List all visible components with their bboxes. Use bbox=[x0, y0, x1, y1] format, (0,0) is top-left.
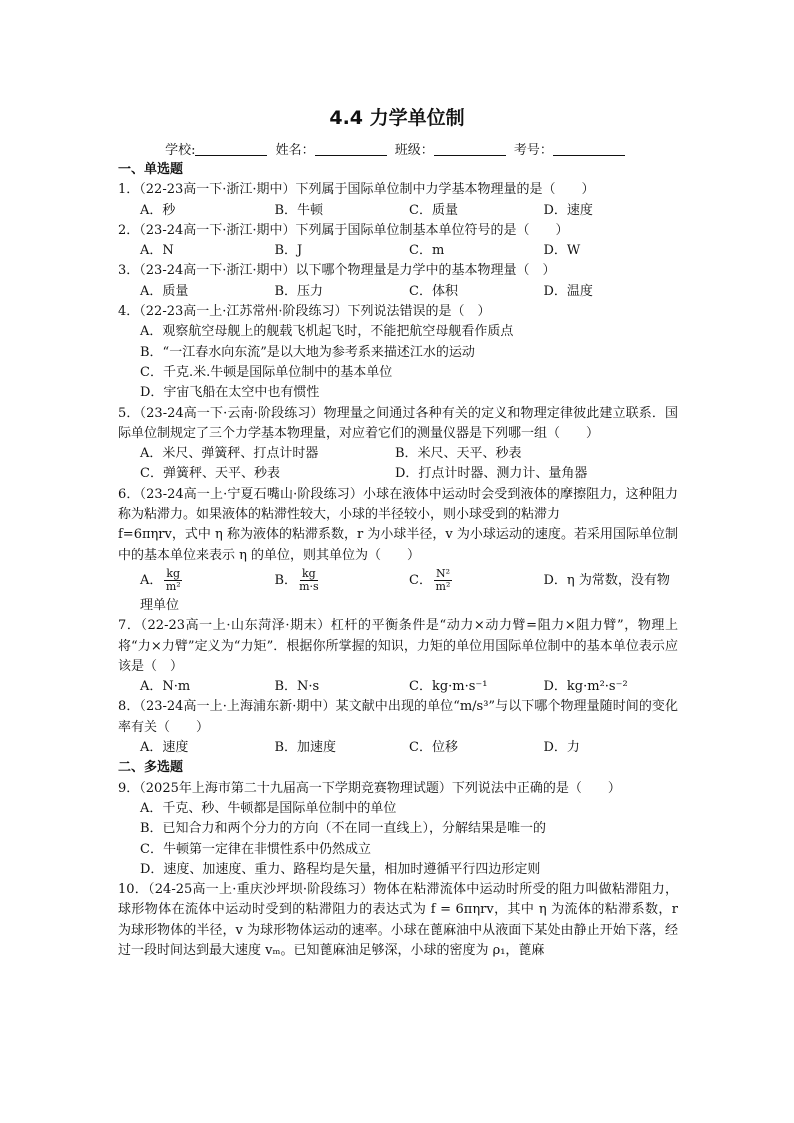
question-2-stem: 2．（23-24高一下·浙江·期中）下列属于国际单位制基本单位符号的是（ ） bbox=[118, 222, 569, 238]
option: D．打点计时器、测力计、量角器 bbox=[395, 466, 588, 482]
option: B．“一江春水向东流”是以大地为参考系来描述江水的运动 bbox=[140, 344, 475, 360]
student-info-line bbox=[0, 139, 794, 158]
question-3-options bbox=[118, 282, 678, 302]
exam-number-label: 考号： bbox=[513, 143, 553, 158]
option-c bbox=[409, 566, 544, 596]
question-6-stem-formula: f=6πηrv，式中 η 称为液体的粘滞系数，r 为小球半径，v 为小球运动的速度。若采用国际单位制中的基本单位来表示 η 的单位，则其单位为（ ） bbox=[118, 527, 678, 563]
name-blank[interactable] bbox=[315, 143, 387, 156]
option: D．W bbox=[543, 243, 581, 259]
option: D．kg·m²·s⁻² bbox=[543, 679, 628, 695]
question-body bbox=[118, 160, 678, 961]
option-letter: C． bbox=[409, 572, 432, 588]
denominator: m·s bbox=[299, 579, 319, 593]
fraction bbox=[164, 568, 182, 593]
option: C．千克.米.牛顿是国际单位制中的基本单位 bbox=[140, 364, 393, 380]
option: C．kg·m·s⁻¹ bbox=[409, 679, 488, 695]
class-label: 班级： bbox=[394, 143, 434, 158]
question-1-stem: 1．（22-23高一下·浙江·期中）下列属于国际单位制中力学基本物理量的是（ ） bbox=[118, 182, 595, 198]
question-5-options-row1 bbox=[118, 444, 678, 464]
fraction bbox=[434, 568, 452, 593]
question-5-stem: 5．（23-24高一下·云南·阶段练习）物理量之间通过各种有关的定义和物理定律彼此建立联系．国际单位制规定了三个力学基本物理量，对应着它们的测量仪器是下列哪一组（ ） bbox=[118, 405, 678, 441]
name-label: 姓名： bbox=[275, 143, 315, 158]
option-a bbox=[140, 566, 275, 596]
question-6-stem: 6．（23-24高一上·宁夏石嘴山·阶段练习）小球在液体中运动时会受到液体的摩擦阻力，这种阻力称为粘滞力。如果液体的粘滞性较大，小球的半径较小，则小球受到的粘滞力 bbox=[118, 486, 678, 523]
option: D．力 bbox=[543, 740, 580, 756]
option: C．位移 bbox=[409, 740, 458, 756]
option: A．千克、秒、牛顿都是国际单位制中的单位 bbox=[140, 800, 397, 816]
option: C．质量 bbox=[409, 202, 458, 218]
option: A．观察航空母舰上的舰载飞机起飞时，不能把航空母舰看作质点 bbox=[140, 324, 514, 340]
class-blank[interactable] bbox=[434, 143, 506, 156]
option-letter: A． bbox=[140, 572, 163, 588]
numerator: kg bbox=[301, 566, 316, 580]
option: B．已知合力和两个分力的方向（不在同一直线上），分解结果是唯一的 bbox=[140, 821, 547, 837]
option: B．N·s bbox=[274, 679, 320, 695]
option-letter: B． bbox=[274, 572, 298, 588]
option: C．牛顿第一定律在非惯性系中仍然成立 bbox=[140, 841, 371, 857]
question-4-stem: 4．（22-23高一上·江苏常州·阶段练习）下列说法错误的是（ ） bbox=[118, 304, 491, 320]
option: A．N bbox=[140, 243, 174, 259]
question-8-stem: 8．（23-24高一上·上海浦东新·期中）某文献中出现的单位“m/s³”与以下哪个物理量随时间的变化率有关（ ） bbox=[118, 699, 678, 735]
option-d-continued: 理单位 bbox=[140, 597, 180, 613]
numerator: N² bbox=[435, 566, 450, 580]
denominator: m² bbox=[165, 579, 181, 593]
section-multiple-choice: 二、多选题 bbox=[118, 760, 184, 776]
option: B．加速度 bbox=[274, 740, 337, 756]
section-single-choice: 一、单选题 bbox=[118, 162, 184, 177]
option: D．温度 bbox=[543, 283, 593, 299]
option: D．速度 bbox=[543, 202, 593, 218]
option-d: D．η 为常数，没有物 bbox=[543, 572, 670, 588]
option: A．质量 bbox=[140, 283, 189, 299]
option: A．米尺、弹簧秤、打点计时器 bbox=[140, 446, 319, 462]
option: D．宇宙飞船在太空中也有惯性 bbox=[140, 385, 320, 401]
option: B．J bbox=[274, 243, 303, 259]
option: C．体积 bbox=[409, 283, 458, 299]
option: D．速度、加速度、重力、路程均是矢量，相加时遵循平行四边形定则 bbox=[140, 861, 541, 877]
option-b bbox=[275, 566, 410, 596]
question-3-stem: 3．（23-24高一下·浙江·期中）以下哪个物理量是力学中的基本物理量（ ） bbox=[118, 263, 556, 279]
question-10-stem: 10．（24-25高一上·重庆沙坪坝·阶段练习）物体在粘滞流体中运动时所受的阻力叫做粘滞阻力，球形物体在流体中运动时受到的粘滞阻力的表达式为 f = 6πηrv，其中 η 为流体的粘滞系数，r 为球形物体的半径，v 为球形物体运动的速率。小球在蓖麻油中从液面下某处由静止开始下落，经过一段时间达到最大速度 vₘ。已知蓖麻油足够深，小球的密度为 ρ₁，蓖麻 bbox=[118, 882, 678, 958]
option: C．弹簧秤、天平、秒表 bbox=[140, 466, 280, 482]
question-6-options bbox=[118, 566, 678, 596]
document-title: 4.4 力学单位制 bbox=[329, 107, 465, 129]
option: A．N·m bbox=[140, 679, 191, 695]
question-1-options bbox=[118, 201, 678, 221]
option: C．m bbox=[409, 243, 445, 259]
fraction bbox=[299, 568, 319, 593]
question-5-options-row2 bbox=[118, 464, 678, 484]
question-9-stem: 9．（2025年上海市第二十九届高一下学期竞赛物理试题）下列说法中正确的是（ ） bbox=[118, 780, 621, 796]
denominator: m² bbox=[435, 579, 451, 593]
option: A．速度 bbox=[140, 740, 189, 756]
option: B．压力 bbox=[274, 283, 324, 299]
question-2-options bbox=[118, 241, 678, 261]
option: A．秒 bbox=[140, 202, 176, 218]
numerator: kg bbox=[166, 566, 181, 580]
school-label: 学校: bbox=[165, 143, 196, 158]
option: B．米尺、天平、秒表 bbox=[395, 446, 522, 462]
option: B．牛顿 bbox=[274, 202, 324, 218]
question-7-options bbox=[118, 677, 678, 697]
question-8-options bbox=[118, 738, 678, 758]
school-blank[interactable] bbox=[195, 143, 267, 156]
exam-number-blank[interactable] bbox=[553, 143, 625, 156]
question-7-stem: 7．（22-23高一上·山东菏泽·期末）杠杆的平衡条件是“动力×动力臂=阻力×阻力臂”，物理上将“力×力臂”定义为“力矩”．根据你所掌握的知识，力矩的单位用国际单位制中的基本单位表示应该是（ ） bbox=[118, 618, 678, 674]
